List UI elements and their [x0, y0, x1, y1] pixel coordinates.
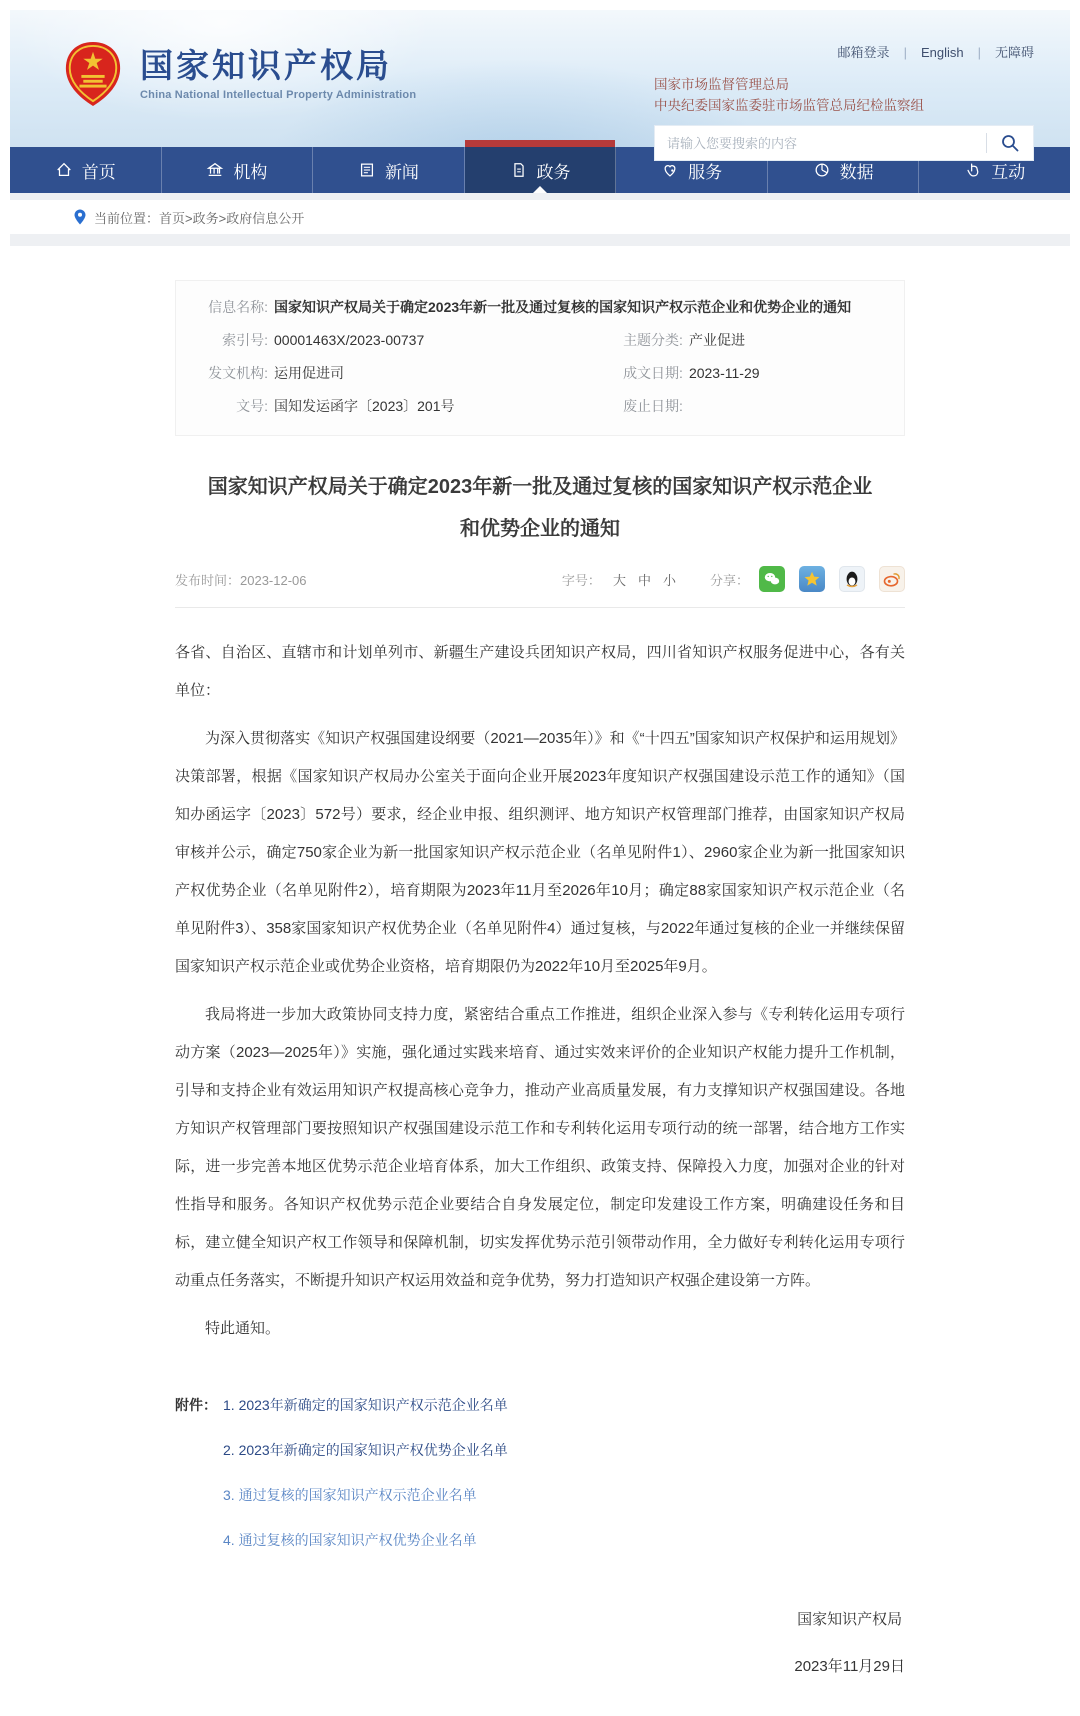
title-line-1: 国家知识产权局关于确定2023年新一批及通过复核的国家知识产权示范企业: [207, 476, 873, 498]
info-name-value: 国家知识产权局关于确定2023年新一批及通过复核的国家知识产权示范企业和优势企业的通知: [274, 299, 852, 315]
nav-label: 互动: [991, 162, 1026, 182]
wechat-share-icon[interactable]: [759, 566, 785, 592]
share-label: 分享：: [709, 572, 749, 588]
info-date-value: 2023-11-29: [688, 365, 760, 381]
signature-date: 2023年11月29日: [794, 1658, 905, 1675]
qzone-share-icon[interactable]: [799, 566, 825, 592]
info-issuer-label: 发文机构:: [208, 365, 268, 381]
info-docno-label: 文号:: [236, 398, 268, 414]
publish-time-label: 发布时间：: [175, 572, 241, 588]
article-meta-row: [175, 566, 905, 608]
info-topic-label: 主题分类:: [623, 332, 683, 348]
breadcrumb-label: 当前位置：: [94, 210, 160, 226]
signature-block: [175, 1608, 905, 1676]
fontsize-small-button[interactable]: 小: [662, 572, 676, 588]
info-index-value: 00001463X/2023-00737: [274, 332, 425, 348]
related-links: [654, 74, 1034, 116]
mail-login-link[interactable]: 邮箱登录 |: [838, 45, 921, 60]
fontsize-large-button[interactable]: 大: [612, 572, 626, 588]
breadcrumb-path[interactable]: 首页>政务>政府信息公开: [159, 210, 305, 226]
nav-label: 首页: [81, 162, 116, 182]
document-icon: [510, 161, 528, 179]
publish-time-value: 2023-12-06: [240, 572, 307, 588]
info-issuer-value: 运用促进司: [274, 365, 344, 381]
signature-organization: 国家知识产权局: [797, 1611, 903, 1628]
publish-time: [175, 570, 307, 589]
info-name-label: 信息名称:: [208, 299, 268, 315]
home-icon: [55, 161, 73, 179]
nav-item-government-affairs[interactable]: [465, 147, 617, 193]
paragraph-policy: 我局将进一步加大政策协同支持力度，紧密结合重点工作推进，组织企业深入参与《专利转化运用专项行动方案（2023—2025年）》实施，强化通过实践来培育、通过实效来评价的企业知识产权能力提升工作机制，引导和支持企业有效运用知识产权提高核心竞争力，推动产业高质量发展，有力支撑知识产权强国建设。各地方知识产权管理部门要按照知识产权强国建设示范工作和专利转化运用专项行动的统一部署，结合地方工作实际，进一步完善本地区优势示范企业培育体系，加大工作组织、政策支持、保障投入力度，加强对企业的针对性指导和服务。各知识产权优势示范企业要结合自身发展定位，制定印发建设工作方案，明确建设任务和目标，建立健全知识产权工作领导和保障机制，切实发挥优势示范引领带动作用，全力做好专利转化运用专项行动重点任务落实，不断提升知识产权运用效益和竞争优势，努力打造知识产权强企建设第一方阵。: [175, 1006, 905, 1289]
nav-item-data[interactable]: [768, 147, 920, 193]
document-info-table: [175, 280, 905, 436]
info-row-docno: [176, 390, 904, 423]
nav-item-institution[interactable]: [162, 147, 314, 193]
nav-label: 新闻: [384, 162, 419, 182]
service-heart-icon: [661, 161, 679, 179]
nav-label: 机构: [233, 162, 268, 182]
nav-item-news[interactable]: [313, 147, 465, 193]
info-index-label: 索引号:: [222, 332, 268, 348]
brand[interactable]: [62, 40, 416, 108]
nav-item-interaction[interactable]: [919, 147, 1070, 193]
nav-label: 服务: [688, 162, 723, 182]
samr-link[interactable]: 国家市场监督管理总局: [654, 77, 789, 92]
fontsize-medium-button[interactable]: 中: [637, 572, 651, 588]
header-right: [654, 42, 1034, 161]
info-repeal-label: 废止日期:: [623, 398, 683, 414]
accessibility-link[interactable]: 无障碍: [994, 45, 1034, 60]
site-header: [10, 10, 1070, 147]
paragraph-determination: 为深入贯彻落实《知识产权强国建设纲要（2021—2035年）》和《“十四五”国家知识产权保护和运用规划》决策部署，根据《国家知识产权局办公室关于面向企业开展2023年度知识产权强国建设示范工作的通知》（国知办函运字〔2023〕572号）要求，经企业申报、组织测评、地方知识产权管理部门推荐，由国家知识产权局审核并公示，确定750家企业为新一批国家知识产权示范企业（名单见附件1）、2960家企业为新一批国家知识产权优势企业（名单见附件2），培育期限为2023年11月至2026年10月；确定88家国家知识产权示范企业（名单见附件3）、358家国家知识产权优势企业（名单见附件4）通过复核，与2022年通过复核的企业一并继续保留国家知识产权示范企业或优势企业资格，培育期限仍为2022年10月至2025年9月。: [175, 730, 905, 975]
article-body: [175, 634, 905, 1348]
qq-share-icon[interactable]: [839, 566, 865, 592]
attachments-section: [175, 1394, 905, 1574]
national-emblem-logo-icon: [62, 40, 124, 108]
fontsize-label: 字号：: [561, 572, 601, 588]
info-row-issuer: [176, 357, 904, 390]
brand-text: [140, 47, 416, 101]
hand-pointer-icon: [964, 161, 982, 179]
share-icons: [759, 566, 905, 592]
attachment-link-1[interactable]: 1. 2023年新确定的国家知识产权示范企业名单: [223, 1397, 508, 1413]
nav-label: 数据: [839, 162, 874, 182]
info-docno-value: 国知发运函字〔2023〕201号: [274, 398, 455, 414]
paragraph-notice-closing: 特此通知。: [205, 1320, 281, 1337]
attachment-link-4[interactable]: 4. 通过复核的国家知识产权优势企业名单: [223, 1532, 477, 1548]
pie-chart-icon: [813, 161, 831, 179]
info-row-index: [176, 324, 904, 357]
info-topic-value: 产业促进: [688, 332, 745, 348]
content-card: [10, 246, 1070, 1706]
location-pin-icon: [74, 209, 86, 225]
breadcrumb: [10, 200, 1070, 234]
page-title: [175, 466, 905, 550]
info-date-label: 成文日期:: [623, 365, 683, 381]
main-nav: [10, 147, 1070, 193]
newspaper-icon: [358, 161, 376, 179]
page: [10, 10, 1070, 1706]
english-link[interactable]: English |: [921, 45, 995, 60]
nav-item-home[interactable]: [10, 147, 162, 193]
site-title-english: China National Intellectual Property Administration: [140, 89, 417, 101]
paragraph-addressees: 各省、自治区、直辖市和计划单列市、新疆生产建设兵团知识产权局，四川省知识产权服务促进中心，各有关单位：: [175, 644, 905, 699]
site-title: 国家知识产权局: [140, 47, 392, 84]
nav-label: 政务: [536, 162, 571, 182]
top-links: [654, 42, 1034, 61]
info-row-name: [176, 291, 904, 324]
attachment-link-2[interactable]: 2. 2023年新确定的国家知识产权优势企业名单: [223, 1442, 508, 1458]
attachment-link-3[interactable]: 3. 通过复核的国家知识产权示范企业名单: [223, 1487, 477, 1503]
attachments-list: [223, 1394, 508, 1574]
discipline-inspection-link[interactable]: 中央纪委国家监委驻市场监管总局纪检监察组: [654, 98, 924, 113]
nav-item-services[interactable]: [616, 147, 768, 193]
attachments-label: 附件：: [175, 1397, 217, 1413]
weibo-share-icon[interactable]: [879, 566, 905, 592]
bank-icon: [206, 161, 224, 179]
title-line-2: 和优势企业的通知: [460, 518, 620, 540]
